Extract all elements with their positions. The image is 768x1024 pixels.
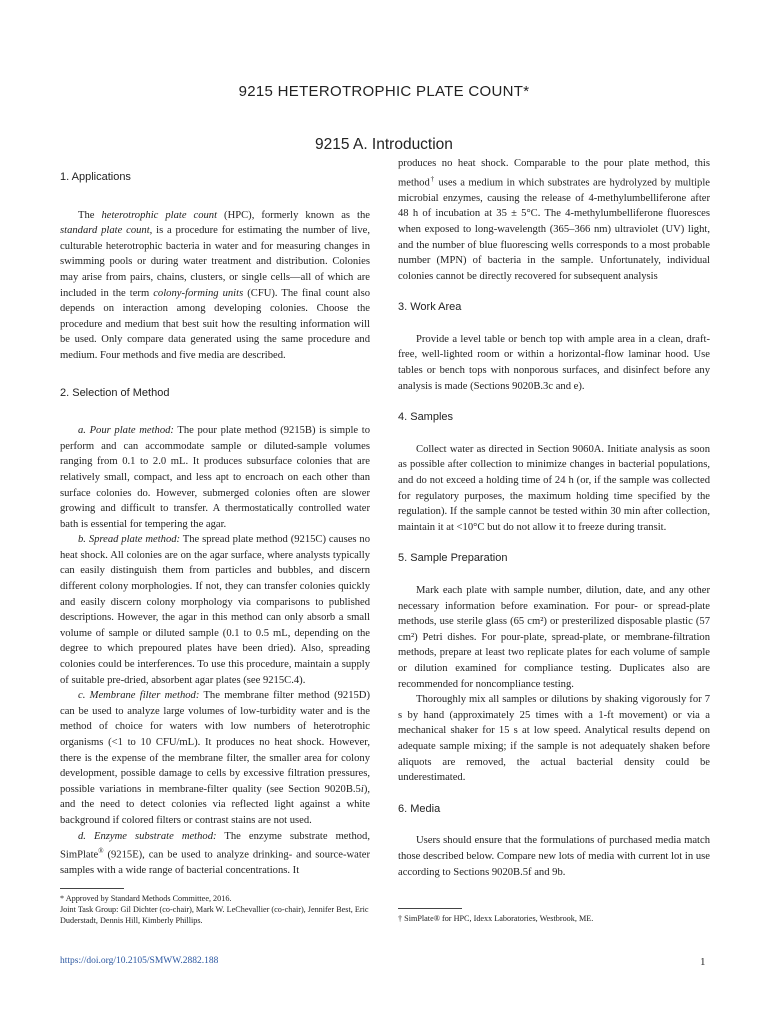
footnote-right [398, 908, 718, 924]
section-title: 9215 A. Introduction [315, 136, 453, 153]
paragraph-pour-plate: a. Pour plate method: The pour plate method (9215B) is simple to perform and can accommodate sample or diluted-sample volumes ranging from 0.1 to 2.0 mL. It produces subsurface colonies that are relatively small, compact, and less apt to encroach on each other than surface colonies do. However, submerged colonies often are slower growing and difficult to transfer. A thermostatically controlled water bath is essential for tempering the agar. [60, 425, 370, 530]
paragraph-spread-plate: b. Spread plate method: The spread plate method (9215C) causes no heat shock. All colonies are on the agar surface, where analysts typically can easily distinguish them from particles and bubbles, and discern different colony morphologies. If not, they can transfer colonies quickly and easily discern colony morphology via comparisons to published descriptions. However, the agar in this method can only absorb a small volume of sample or diluted sample (0.1 to 0.5 mL, depending on the degree to which prepoured plates have been dried). Also, spreading colonies could be interferences. To use this procedure, maintain a supply of suitable pre-dried, absorbent agar plates (see 9215C.4). [60, 534, 371, 686]
paragraph-membrane-filter: c. Membrane filter method: The membrane filter method (9215D) can be used to analyze large volumes of low-turbidity water and is the method of choice for waters with low numbers of heterotrophic organisms (<1 to 10 CFU/mL). It produces no heat shock. However, there is the expense of the membrane filter, the smaller area for colony development, possible damage to cells by excessive filtration pressures, possible variations in membrane-filter quality (see Section 9020B.5i), and the need to detect colonies via reflected light against a white background if colored filters or contrast stains are not used. [60, 690, 370, 826]
heading-samples: 4. Samples [398, 411, 454, 424]
paragraph-media: Users should ensure that the formulations of purchased media match those described below. Compare new lots of media with current lot in use according to Sections 9020B.5f and 9b. [398, 835, 710, 878]
paragraph-enzyme-continued: produces no heat shock. Comparable to the pour plate method, this method† uses a medium in which substrates are hydrolyzed by multiple microbial enzymes, causing the release of 4-methylumbelliferone after 48 h of incubation at 35 ± 5°C. The 4-methylumbelliferone fluoresces when exposed to long-wavelength (365–366 nm) ultraviolet (UV) light, and the number of blue fluorescing wells corresponds to a most probable number (MPN) of bacteria in the sample. Unfortunately, individual colonies cannot be directly recovered for subsequent analysis [398, 158, 710, 282]
heading-media: 6. Media [398, 802, 441, 815]
paragraph-sample-prep-2: Thoroughly mix all samples or dilutions by shaking vigorously for 7 s by hand (approximately 25 times with a 1-ft movement) or via a mechanical shaker for 15 s at low speed. Analytical results depend on adequate sample mixing; if the sample is not adequately shaken before aliquots are removed, the actual bacterial density could be underestimated. [398, 694, 710, 784]
paragraph-enzyme-substrate: d. Enzyme substrate method: The enzyme substrate method, SimPlate® (9215E), can be used to analyze drinking- and source-water samples with a wide range of bacterial concentrations. It [60, 830, 370, 877]
right-column [398, 156, 710, 880]
left-column [60, 170, 370, 879]
footnote-simplate: † SimPlate® for HPC, Idexx Laboratories, Westbrook, ME. [398, 914, 594, 923]
footnote-rule [398, 908, 462, 909]
footnote-approval: * Approved by Standard Methods Committee, 2016. [60, 894, 232, 903]
paragraph-applications: The heterotrophic plate count (HPC), formerly known as the standard plate count, is a procedure for estimating the number of live, culturable heterotrophic bacteria in water and for measuring changes in swimming pools or during water treatment and distribution. Colonies may arise from pairs, chains, clusters, or single cells—all of which are included in the term colony-forming units (CFU). The final count also depends on interaction among developing colonies. Choose the procedure and medium that best suit how the resulting information will be used. Only compare data generated using the same procedure and medium. Four methods and five media are described. [60, 209, 370, 361]
document-title: 9215 HETEROTROPHIC PLATE COUNT* [238, 83, 530, 100]
page-number: 1 [700, 956, 706, 968]
footnote-left [60, 888, 380, 926]
paragraph-work-area: Provide a level table or bench top with ample area in a clean, draft-free, well-lighted room or within a horizontal-flow laminar hood. Use tables or bench tops with nonporous surfaces, and disinfect before any analysis is made (Sections 9020B.3c and e). [398, 333, 710, 392]
footnote-rule [60, 888, 124, 889]
paragraph-sample-prep-1: Mark each plate with sample number, dilution, date, and any other necessary information before examination. For pour- or spread-plate methods, use sterile glass (65 cm²) or presterilized disposable plastic (57 cm²) Petri dishes. For pour-plate, spread-plate, or membrane-filtration methods, prepare at least two replicate plates for each volume of sample or dilution examined for compliance testing. Duplicates also are recommended for noncompliance testing. [398, 585, 710, 690]
heading-selection-of-method: 2. Selection of Method [60, 386, 170, 399]
heading-work-area: 3. Work Area [398, 301, 462, 314]
paragraph-samples: Collect water as directed in Section 9060A. Initiate analysis as soon as possible after collection to minimize changes in bacterial populations, and do not exceed a holding time of 24 h (or, if the sample was collected for regulatory purposes, the maximum holding time specified by the regulation). If the sample cannot be tested within 30 min after collection, maintain it at <10°C but do not allow it to freeze during transit. [398, 443, 710, 533]
footnote-task-group: Joint Task Group: Gil Dichter (co-chair), Mark W. LeChevallier (co-chair), Jennifer Best, Eric Duderstadt, Dennis Hill, Kimberly Phillips. [60, 905, 369, 925]
heading-sample-preparation: 5. Sample Preparation [398, 552, 508, 565]
heading-applications: 1. Applications [60, 171, 131, 183]
doi-link[interactable]: https://doi.org/10.2105/SMWW.2882.188 [60, 956, 219, 966]
